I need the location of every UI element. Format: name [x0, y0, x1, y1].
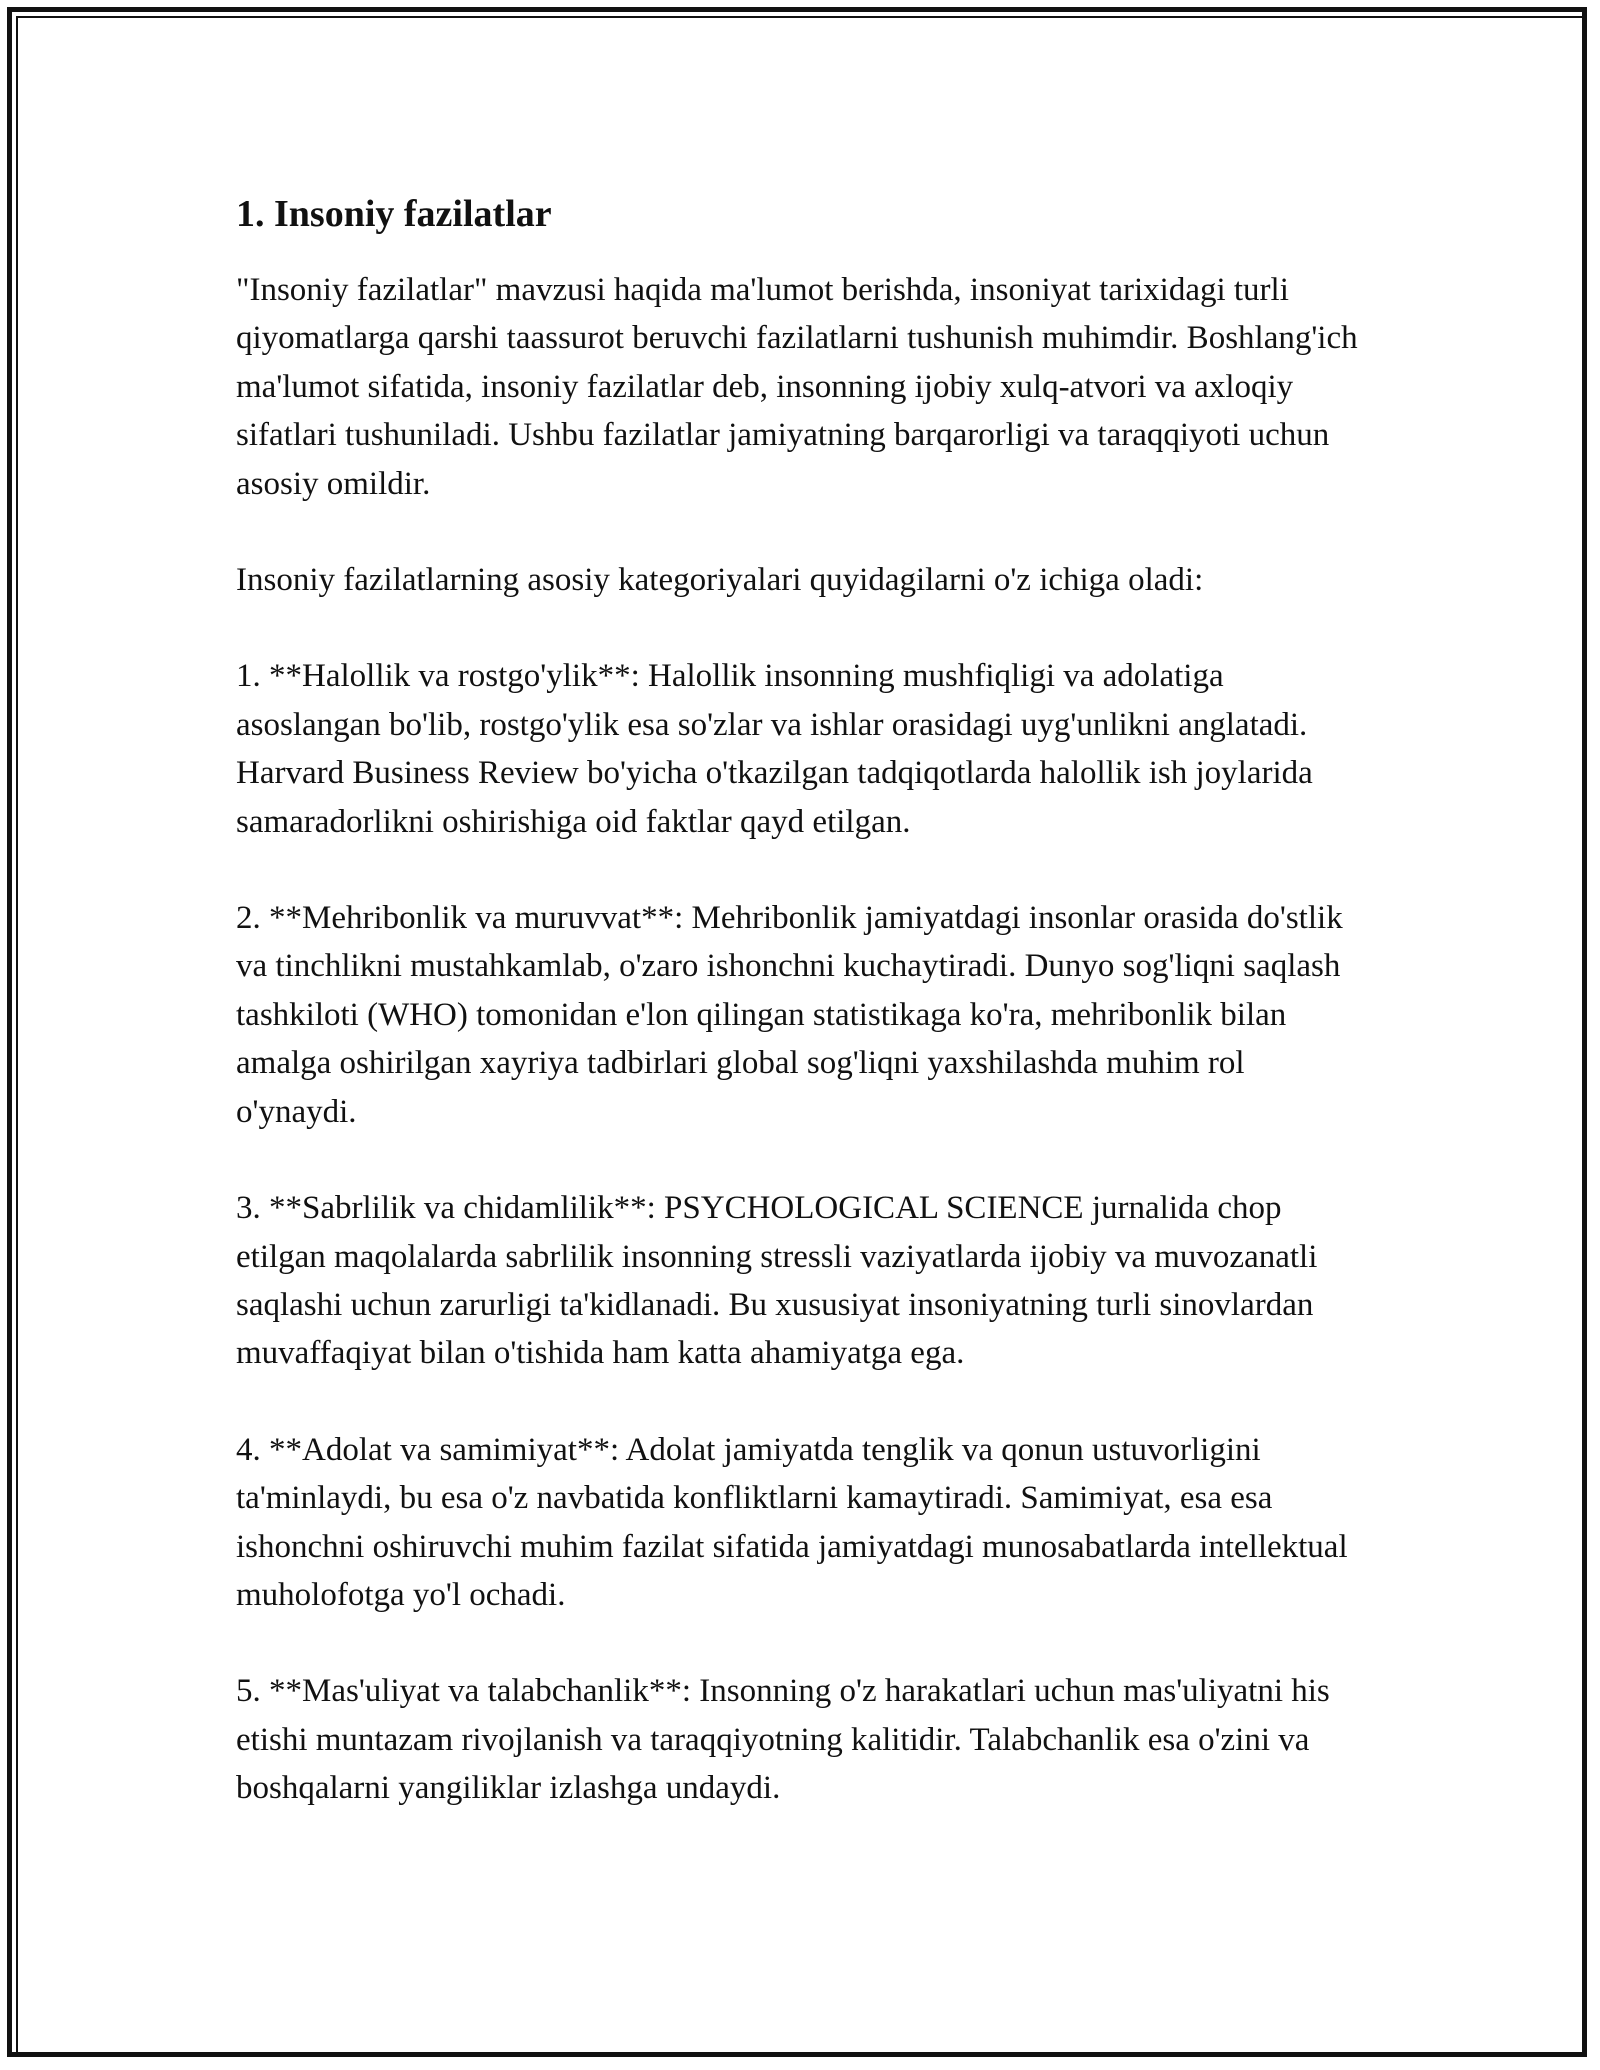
categories-intro-paragraph: Insoniy fazilatlarning asosiy kategoriyalari quyidagilarni o'z ichiga oladi:	[236, 562, 1204, 599]
list-item-responsibility: 5. **Mas'uliyat va talabchanlik**: Insonning o'z harakatlari uchun mas'uliyatni his etishi muntazam rivojlanish va taraqqiyotning kalitidir. Talabchanlik esa o'zini va boshqalarni yangiliklar izlashga undaydi.	[236, 1673, 1330, 1807]
document-body	[236, 188, 1366, 1861]
intro-paragraph: "Insoniy fazilatlar" mavzusi haqida ma'lumot berishda, insoniyat tarixidagi turli qiyomatlarga qarshi taassurot beruvchi fazilatlarni tushunish muhimdir. Boshlang'ich ma'lumot sifatida, insoniy fazilatlar deb, insonning ijobiy xulq-atvori va axloqiy sifatlari tushuniladi. Ushbu fazilatlar jamiyatning barqarorligi va taraqqiyoti uchun asosiy omildir.	[236, 272, 1358, 502]
list-item-honesty: 1. **Halollik va rostgo'ylik**: Halollik insonning mushfiqligi va adolatiga asoslangan bo'lib, rostgo'ylik esa so'zlar va ishlar orasidagi uyg'unlikni anglatadi. Harvard Business Review bo'yicha o'tkazilgan tadqiqotlarda halollik ish joylarida samaradorlikni oshirishiga oid faktlar qayd etilgan.	[236, 658, 1313, 840]
list-item-kindness: 2. **Mehribonlik va muruvvat**: Mehribonlik jamiyatdagi insonlar orasida do'stlik va tinchlikni mustahkamlab, o'zaro ishonchni kuchaytiradi. Dunyo sog'liqni saqlash tashkiloti (WHO) tomonidan e'lon qilingan statistikaga ko'ra, mehribonlik bilan amalga oshirilgan xayriya tadbirlari global sog'liqni yaxshilashda muhim rol o'ynaydi.	[236, 900, 1343, 1130]
document-heading: 1. Insoniy fazilatlar	[236, 193, 552, 235]
list-item-justice: 4. **Adolat va samimiyat**: Adolat jamiyatda tenglik va qonun ustuvorligini ta'minlaydi, bu esa o'z navbatida konfliktlarni kamaytiradi. Samimiyat, esa esa ishonchni oshiruvchi muhim fazilat sifatida jamiyatdagi munosabatlarda intellektual muholofotga yo'l ochadi.	[236, 1431, 1348, 1613]
list-item-patience: 3. **Sabrlilik va chidamlilik**: PSYCHOLOGICAL SCIENCE jurnalida chop etilgan maqolalarda sabrlilik insonning stressli vaziyatlarda ijobiy va muvozanatli saqlashi uchun zarurligi ta'kidlanadi. Bu xususiyat insoniyatning turli sinovlardan muvaffaqiyat bilan o'tishida ham katta ahamiyatga ega.	[236, 1190, 1318, 1372]
